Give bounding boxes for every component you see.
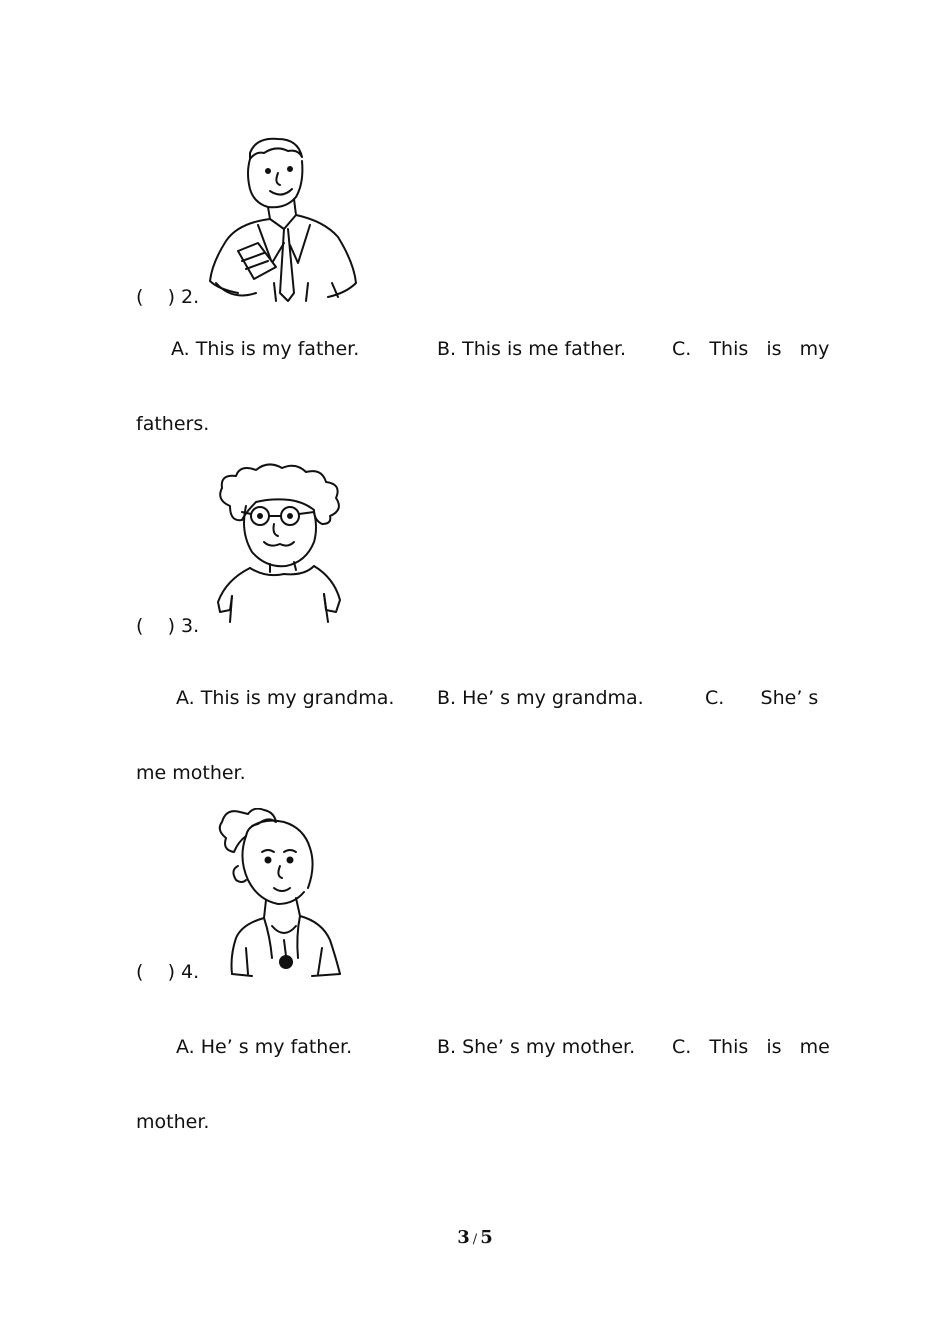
question-4-option-a: A. He’ s my father. bbox=[176, 1036, 353, 1058]
page-separator: / bbox=[472, 1232, 478, 1247]
question-4-option-c-continued: mother. bbox=[136, 1111, 210, 1133]
question-2-option-c: C. This is my bbox=[672, 338, 830, 360]
question-2-option-c-continued: fathers. bbox=[136, 413, 210, 435]
father-man-in-suit-icon bbox=[198, 133, 368, 305]
question-3-number: ( ) 3. bbox=[136, 615, 200, 637]
question-4-number: ( ) 4. bbox=[136, 961, 200, 983]
mother-with-necklace-icon bbox=[212, 808, 348, 980]
current-page: 3 bbox=[457, 1227, 470, 1248]
question-2-number: ( ) 2. bbox=[136, 286, 200, 308]
question-4-option-c: C. This is me bbox=[672, 1036, 830, 1058]
question-3-option-b: B. He’ s my grandma. bbox=[437, 687, 644, 709]
question-2-option-a: A. This is my father. bbox=[171, 338, 360, 360]
question-3-option-c-continued: me mother. bbox=[136, 762, 246, 784]
page-number bbox=[0, 1227, 950, 1248]
question-3-option-c: C. She’ s bbox=[705, 687, 819, 709]
question-3-option-a: A. This is my grandma. bbox=[176, 687, 395, 709]
grandma-with-glasses-icon bbox=[210, 462, 350, 624]
question-2-option-b: B. This is me father. bbox=[437, 338, 627, 360]
total-pages: 5 bbox=[480, 1227, 493, 1248]
question-4-option-b: B. She’ s my mother. bbox=[437, 1036, 636, 1058]
